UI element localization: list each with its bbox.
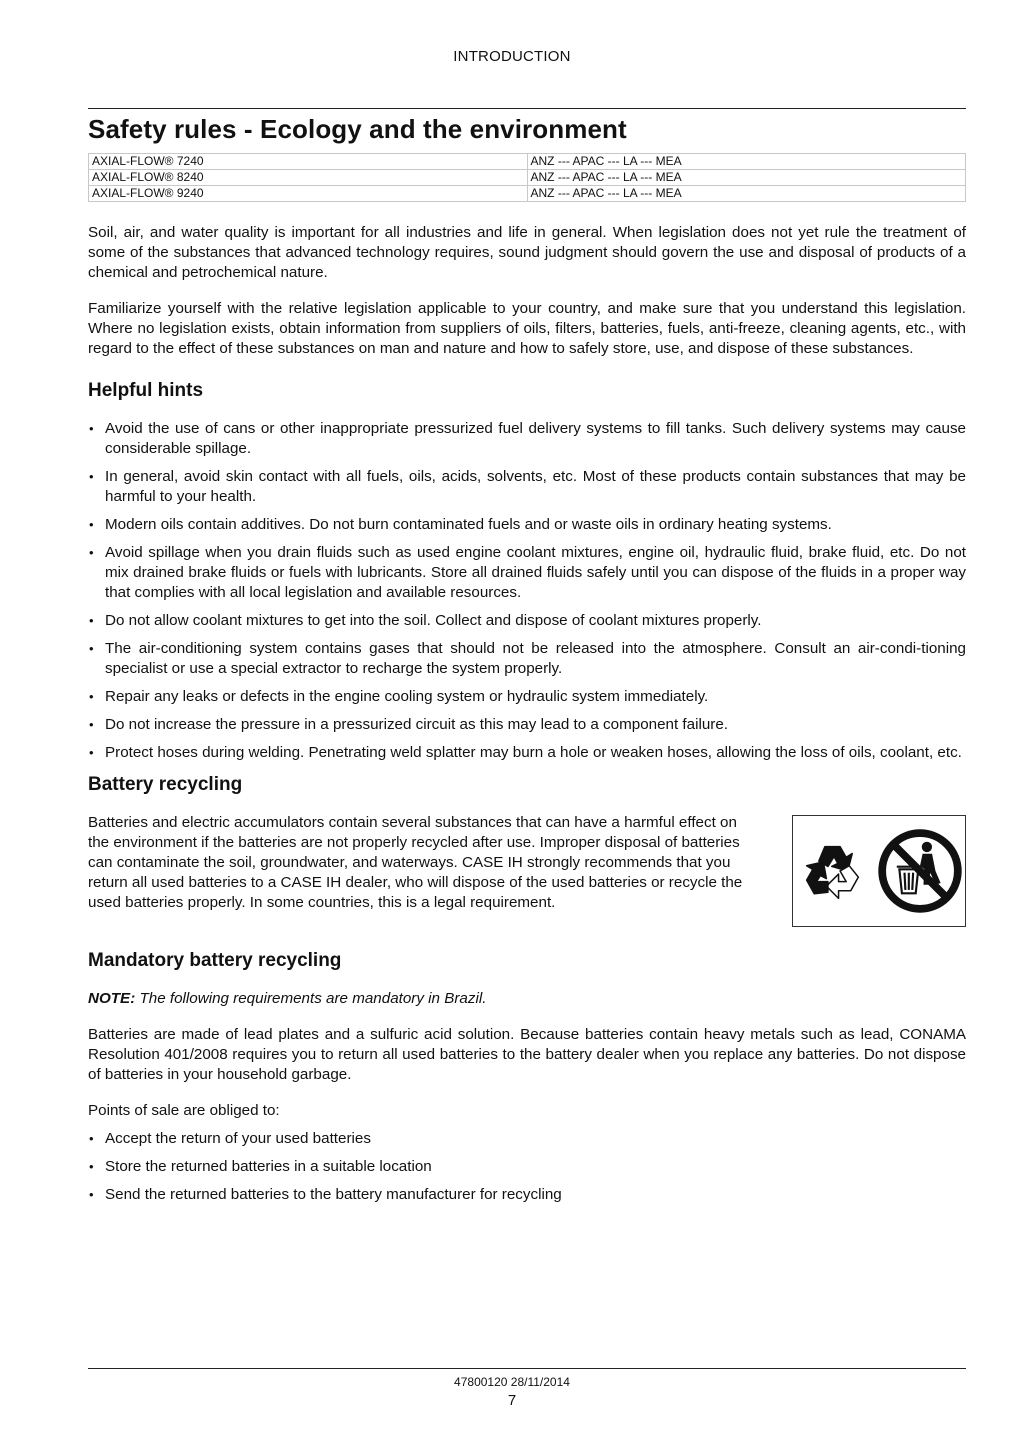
no-trash-bin-icon <box>877 828 963 914</box>
header-divider <box>88 108 966 109</box>
battery-recycling-text: Batteries and electric accumulators contain several substances that can have a harmful effect on the environment if the batteries are not properly recycled after use. Improper disposal of batteries can contaminate the soil, groundwater, and waterways. CASE IH strongly recommends that you return all used batteries to a CASE IH dealer, who will dispose of the used batteries or recycle the used batteries properly. In some countries, this is a legal requirement. <box>88 814 743 911</box>
main-content <box>88 223 966 1217</box>
list-item: • The air-conditioning system contains gases that should not be released into the atmosphere. Consult an air-condi-tioning specialist or use a special extractor to recharge the system properly. <box>88 639 966 679</box>
note-text: The following requirements are mandatory in Brazil. <box>135 990 487 1007</box>
list-item: • Protect hoses during welding. Penetrating weld splatter may burn a hole or weaken hoses, allowing the loss of oils, coolant, etc. <box>88 743 966 763</box>
conama-paragraph: Batteries are made of lead plates and a sulfuric acid solution. Because batteries contain heavy metals such as lead, CONAMA Resolution 401/2008 requires you to return all used batteries to the battery dealer when you replace any batteries. Do not dispose of batteries in your household garbage. <box>88 1026 966 1083</box>
points-of-sale-intro: Points of sale are obliged to: <box>88 1102 280 1119</box>
page-header-section: INTRODUCTION <box>453 48 571 65</box>
table-row <box>89 154 966 170</box>
model-cell: AXIAL-FLOW® 9240 <box>89 186 528 202</box>
model-cell: AXIAL-FLOW® 8240 <box>89 170 528 186</box>
model-cell: AXIAL-FLOW® 7240 <box>89 154 528 170</box>
points-of-sale-list <box>88 1129 966 1205</box>
list-item: • In general, avoid skin contact with all fuels, oils, acids, solvents, etc. Most of these products contain substances that may be harmful to your health. <box>88 467 966 507</box>
list-item: • Repair any leaks or defects in the engine cooling system or hydraulic system immediately. <box>88 687 966 707</box>
list-item: • Avoid the use of cans or other inappropriate pressurized fuel delivery systems to fill tanks. Such delivery systems may cause considerable spillage. <box>88 419 966 459</box>
regions-cell: ANZ --- APAC --- LA --- MEA <box>527 170 966 186</box>
regions-cell: ANZ --- APAC --- LA --- MEA <box>527 154 966 170</box>
list-item: • Store the returned batteries in a suitable location <box>88 1157 966 1177</box>
table-row <box>89 186 966 202</box>
page-number: 7 <box>507 1392 517 1409</box>
note-label: NOTE: <box>88 990 136 1007</box>
document-reference: 47800120 28/11/2014 <box>454 1375 570 1389</box>
model-applicability-table <box>88 153 966 202</box>
recycle-icon <box>796 833 872 909</box>
list-item: • Do not increase the pressure in a pressurized circuit as this may lead to a component failure. <box>88 715 966 735</box>
regions-cell: ANZ --- APAC --- LA --- MEA <box>527 186 966 202</box>
intro-paragraph: Soil, air, and water quality is important for all industries and life in general. When legislation does not yet rule the treatment of some of the substances that advanced technology requires, sound judgment should govern the use and disposal of products of a chemical and petrochemical nature. <box>88 224 966 281</box>
recycling-symbols <box>792 815 966 927</box>
list-item: • Do not allow coolant mixtures to get into the soil. Collect and dispose of coolant mixtures properly. <box>88 611 966 631</box>
battery-recycling-heading: Battery recycling <box>88 774 243 795</box>
helpful-hints-heading: Helpful hints <box>88 380 204 401</box>
table-row <box>89 170 966 186</box>
brazil-note <box>88 989 966 1009</box>
list-item: • Accept the return of your used batteries <box>88 1129 966 1149</box>
mandatory-recycling-heading: Mandatory battery recycling <box>88 950 342 971</box>
footer-divider <box>88 1368 966 1369</box>
list-item: • Modern oils contain additives. Do not burn contaminated fuels and or waste oils in ordinary heating systems. <box>88 515 966 535</box>
helpful-hints-list <box>88 419 966 763</box>
page-title: Safety rules - Ecology and the environment <box>88 114 627 144</box>
intro-paragraph: Familiarize yourself with the relative legislation applicable to your country, and make sure that you understand this legislation. Where no legislation exists, obtain information from suppliers of oils, filters, batteries, fuels, anti-freeze, cleaning agents, etc., with regard to the effect of these substances on man and nature and how to safely store, use, and dispose of these substances. <box>88 300 966 357</box>
list-item: • Avoid spillage when you drain fluids such as used engine coolant mixtures, engine oil, hydraulic fluid, brake fluid, etc. Do not mix drained brake fluids or fuels with lubricants. Store all drained fluids safely until you can dispose of the fluids in a proper way that complies with all local legislation and available resources. <box>88 543 966 603</box>
list-item: • Send the returned batteries to the battery manufacturer for recycling <box>88 1185 966 1205</box>
battery-recycling-block <box>88 813 966 929</box>
